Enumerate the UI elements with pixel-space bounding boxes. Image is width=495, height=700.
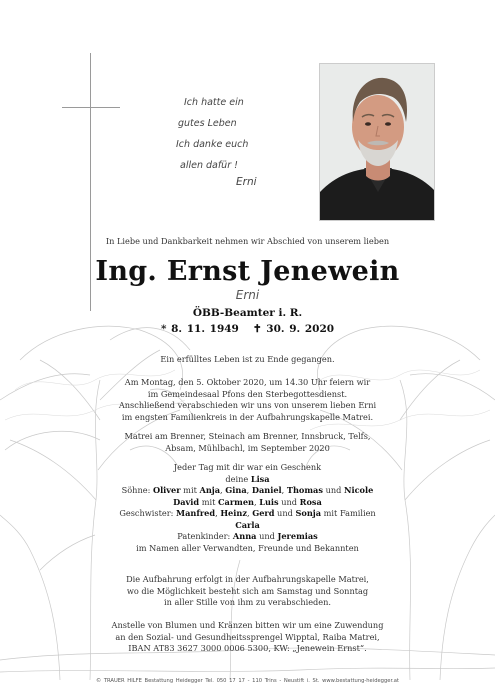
text-line: an den Sozial- und Gesundheitssprengel Wipptal, Raiba Matrei,: [115, 631, 380, 642]
text-line: Jeder Tag mit dir war ein Geschenk: [173, 462, 322, 472]
text-line: im Gemeindesaal Pfons den Sterbegottesdienst.: [147, 388, 348, 399]
death-cross-symbol: ✝: [252, 323, 262, 335]
godchild-name: Anna: [232, 531, 257, 541]
text-fragment: deine: [225, 473, 251, 484]
name-signature: Erni: [235, 288, 260, 302]
relative-name: Rosa: [299, 496, 322, 507]
handwritten-line: Ich hatte ein: [184, 97, 244, 108]
text-line: Geschwister: Manfred, Heinz, Gerd und Sonja mit Familien: [119, 508, 376, 518]
sibling-name: Manfred: [176, 508, 216, 518]
donation-paragraph: [0, 620, 495, 655]
text-line: [0, 531, 495, 543]
text-line: Die Aufbahrung erfolgt in der Aufbahrungskapelle Matrei,: [126, 574, 369, 584]
profession-title: ÖBB-Beamter i. R.: [192, 307, 303, 319]
text-fragment: mit: [199, 496, 219, 507]
wife-name: Lisa: [250, 473, 270, 484]
text-fragment: Geschwister:: [119, 508, 176, 518]
portrait-photo: [319, 63, 435, 221]
relative-name: Nicole: [343, 485, 374, 495]
deceased-name: Ing. Ernst Jenewein: [95, 256, 400, 287]
godchild-name: Jeremias: [277, 531, 318, 541]
handwritten-line: Ich danke euch: [176, 139, 249, 150]
text-line: Absam, Mühlbachl, im September 2020: [165, 442, 330, 453]
handwritten-note: [178, 92, 257, 193]
text-fragment: und: [278, 496, 300, 507]
relative-name: Carmen: [218, 496, 254, 507]
relative-name: Gina: [225, 485, 247, 495]
sibling-name: Heinz: [220, 508, 247, 518]
life-statement: [0, 354, 495, 366]
relative-name: Anja: [199, 485, 221, 495]
relative-name: Carla: [235, 519, 260, 530]
viewing-paragraph: [0, 574, 495, 609]
handwritten-signature: Erni: [236, 176, 257, 188]
text-line: Am Montag, den 5. Oktober 2020, um 14.30 Uhr feiern wir: [124, 377, 371, 387]
mourners-list: [0, 462, 495, 554]
relative-name: Luis: [259, 496, 279, 507]
text-fragment: mit Familien: [321, 508, 376, 518]
handwritten-line: gutes Leben: [178, 118, 237, 129]
birth-date: 8. 11. 1949: [171, 323, 239, 335]
son-name: Oliver: [152, 485, 181, 495]
text-line: [0, 474, 495, 486]
sibling-name: Gerd: [252, 508, 275, 518]
text-line: in aller Stille von ihm zu verabschieden.: [163, 597, 332, 607]
text-line: Söhne: Oliver mit Anja, Gina, Daniel, Thomas und Nicole: [121, 485, 374, 495]
place-paragraph: [0, 431, 495, 454]
text-fragment: und: [322, 485, 344, 495]
relative-name: Daniel: [251, 485, 282, 495]
birth-symbol: *: [160, 323, 167, 335]
text-fragment: und: [256, 531, 278, 541]
text-fragment: und: [274, 508, 296, 518]
funeral-home-footer: © TRAUER HILFE Bestattung Heidegger Tel. 050 17 17 - 110 Trins - Neustift i. St. www.bestattung-heidegger.at: [96, 678, 399, 684]
service-paragraph: [0, 377, 495, 423]
life-dates: [0, 323, 495, 335]
text-line: wo die Möglichkeit besteht sich am Samstag und Sonntag: [126, 585, 369, 596]
text-line: im Namen aller Verwandten, Freunde und Bekannten: [136, 542, 359, 553]
son-name: David: [173, 496, 200, 507]
text-line: Anstelle von Blumen und Kränzen bitten wir um eine Zuwendung: [111, 620, 384, 630]
text-fragment: mit: [180, 485, 200, 495]
relative-name: Thomas: [286, 485, 323, 495]
text-fragment: Söhne:: [121, 485, 153, 495]
intro-text: In Liebe und Dankbarkeit nehmen wir Abschied von unserem lieben: [105, 236, 390, 246]
text-line: Anschließend verabschieden wir uns von unserem lieben Erni: [118, 400, 377, 410]
death-date: 30. 9. 2020: [266, 323, 335, 335]
handwritten-line: allen dafür !: [180, 160, 238, 171]
text-line: David mit Carmen, Luis und Rosa: [173, 496, 322, 507]
text-fragment: Patenkinder:: [177, 531, 233, 541]
text-line: IBAN AT83 3627 3000 0006 5300, KW: „Jenewein Ernst“.: [128, 643, 367, 653]
text-line: im engsten Familienkreis in der Aufbahrungskapelle Matrei.: [121, 411, 374, 422]
sibling-name: Sonja: [295, 508, 322, 518]
text-line: Ein erfülltes Leben ist zu Ende gegangen.: [160, 354, 335, 364]
cross-horizontal-bar: [62, 107, 120, 108]
text-line: [0, 520, 495, 532]
text-line: Matrei am Brenner, Steinach am Brenner, Innsbruck, Telfs,: [124, 431, 371, 441]
